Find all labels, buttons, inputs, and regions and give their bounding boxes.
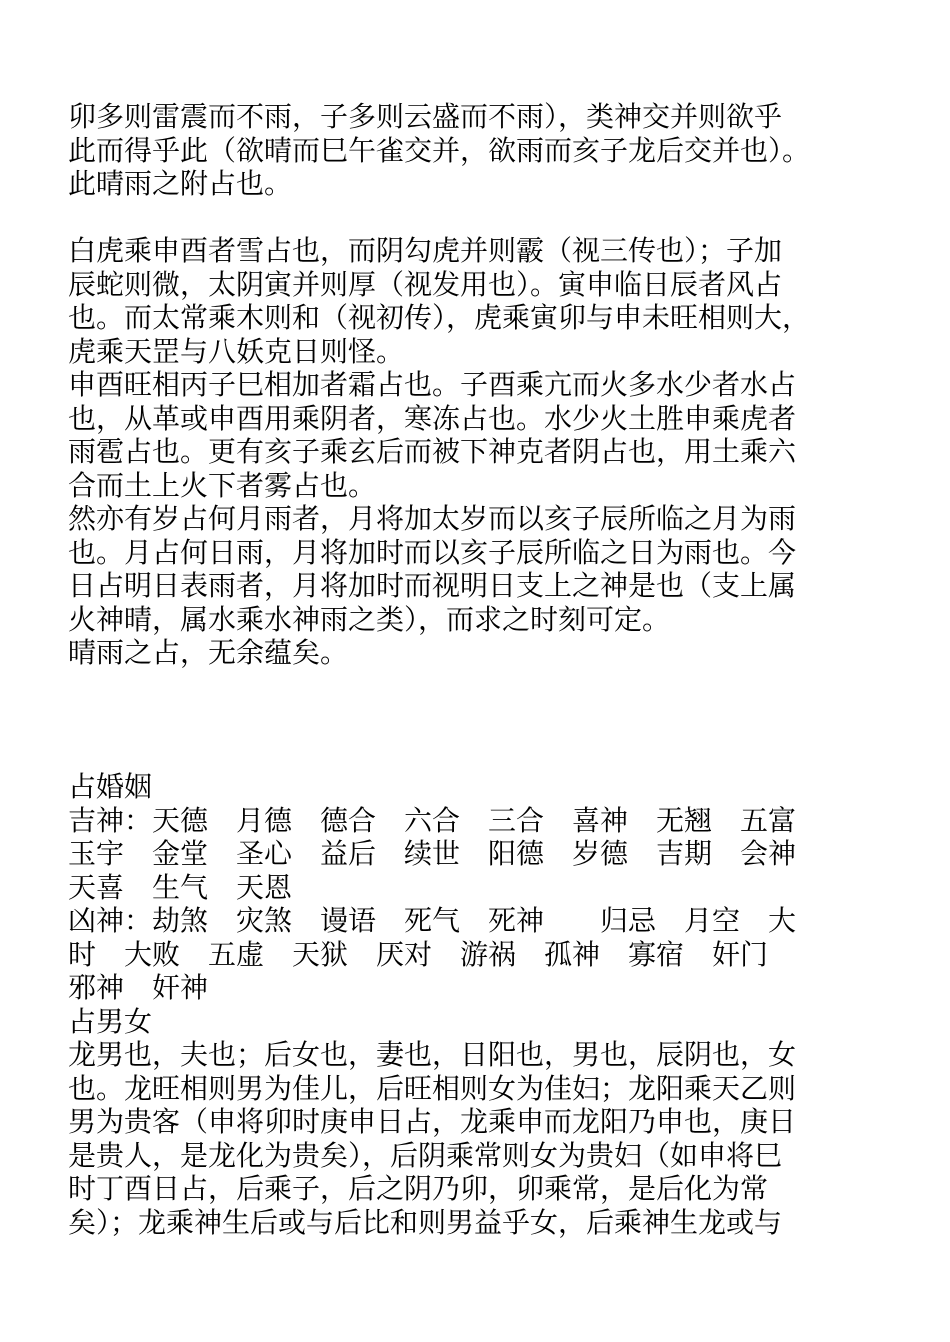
text-line: 日占明日表雨者，月将加时而视明日支上之神是也（支上属 — [68, 569, 797, 602]
document-page — [68, 100, 928, 1239]
text-line: 天喜 生气 天恩 — [68, 870, 293, 904]
paragraph-4 — [68, 502, 928, 636]
text-line: 是贵人，是龙化为贵矣），后阴乘常则女为贵妇（如申将巳 — [68, 1138, 783, 1172]
text-line: 雨雹占也。更有亥子乘玄后而被下神克者阴占也，用土乘六 — [68, 435, 797, 468]
subsection-title — [68, 1005, 928, 1039]
text-line: 此晴雨之附占也。 — [68, 167, 293, 200]
section-title-text: 占婚姻 — [68, 770, 153, 803]
text-line: 然亦有岁占何月雨者，月将加太岁而以亥子辰所临之月为雨 — [68, 502, 797, 535]
text-line: 卯多则雷震而不雨，子多则云盛而不雨），类神交并则欲乎 — [68, 100, 783, 133]
text-line: 也。月占何日雨，月将加时而以亥子辰所临之日为雨也。今 — [68, 535, 797, 569]
paragraph-1 — [68, 100, 928, 201]
inauspicious-spirits-list — [68, 904, 928, 1005]
subsection-title-text: 占男女 — [68, 1004, 153, 1038]
paragraph-spacer — [68, 703, 928, 737]
text-line: 龙男也，夫也；后女也，妻也，日阳也，男也，辰阴也，女 — [68, 1038, 797, 1071]
section-title — [68, 770, 928, 804]
text-line: 吉神：天德 月德 德合 六合 三合 喜神 无翘 五富 — [68, 803, 797, 837]
text-line: 矣）；龙乘神生后或与后比和则男益乎女，后乘神生龙或与 — [68, 1205, 783, 1239]
paragraph-2 — [68, 234, 928, 368]
text-line: 虎乘天罡与八妖克日则怪。 — [68, 334, 405, 368]
text-line: 辰蛇则微，太阴寅并则厚（视发用也）。寅申临日辰者风占 — [68, 267, 783, 301]
text-line: 男为贵客（申将卯时庚申日占，龙乘申而龙阳乃申也，庚日 — [68, 1105, 797, 1138]
text-line: 申酉旺相丙子巳相加者霜占也。子酉乘亢而火多水少者水占 — [68, 368, 797, 401]
text-line: 也，从革或申酉用乘阴者，寒冻占也。水少火土胜申乘虎者 — [68, 401, 797, 435]
paragraph-3 — [68, 368, 928, 502]
paragraph-6 — [68, 1038, 928, 1239]
text-line: 此而得乎此（欲晴而巳午雀交并，欲雨而亥子龙后交并也）。 — [68, 133, 811, 167]
text-line: 晴雨之占，无余蕴矣。 — [68, 636, 349, 669]
text-line: 也。而太常乘木则和（视初传），虎乘寅卯与申未旺相则大， — [68, 301, 811, 334]
text-line: 邪神 奸神 — [68, 971, 209, 1004]
paragraph-spacer — [68, 737, 928, 771]
paragraph-5 — [68, 636, 928, 670]
auspicious-spirits-list — [68, 804, 928, 905]
paragraph-spacer — [68, 670, 928, 704]
text-line: 白虎乘申酉者雪占也，而阴勾虎并则霰（视三传也）；子加 — [68, 234, 783, 267]
text-line: 火神晴，属水乘水神雨之类），而求之时刻可定。 — [68, 602, 671, 636]
text-line: 合而土上火下者雾占也。 — [68, 468, 377, 502]
text-line: 凶神：劫煞 灾煞 谩语 死气 死神 归忌 月空 大 — [68, 904, 797, 937]
paragraph-spacer — [68, 201, 928, 235]
text-line: 也。龙旺相则男为佳儿，后旺相则女为佳妇；龙阳乘天乙则 — [68, 1071, 797, 1105]
text-line: 玉宇 金堂 圣心 益后 续世 阳德 岁德 吉期 会神 — [68, 837, 797, 870]
text-line: 时 大败 五虚 天狱 厌对 游祸 孤神 寡宿 奸门 — [68, 937, 769, 971]
text-line: 时丁酉日占，后乘子，后之阴乃卯，卯乘常，是后化为常 — [68, 1172, 769, 1205]
